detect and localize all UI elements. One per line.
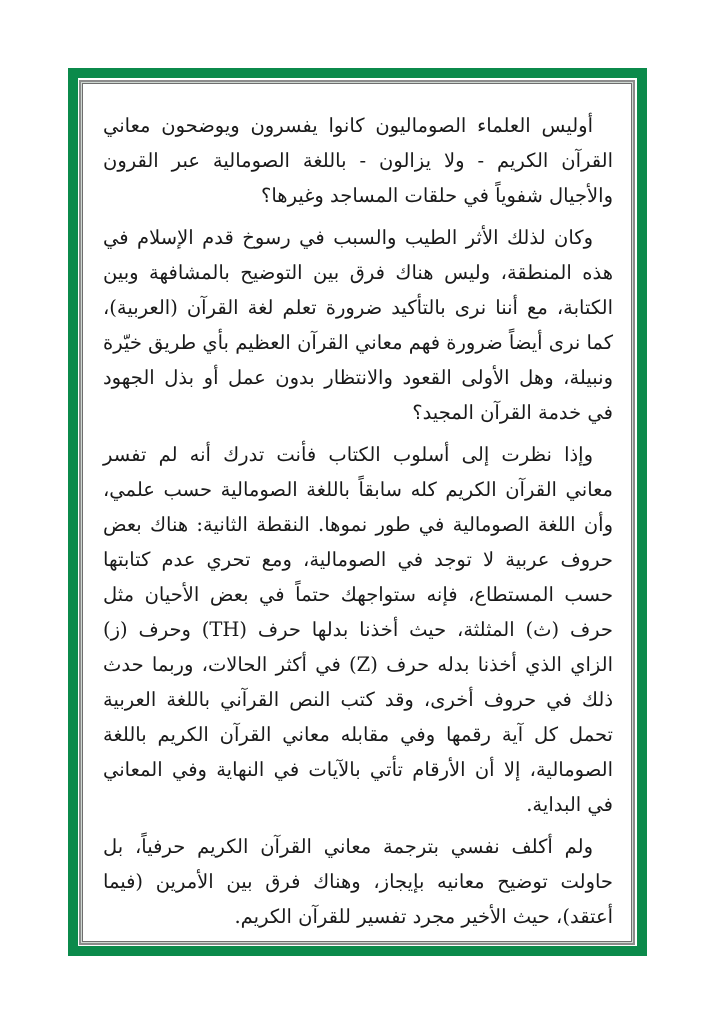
paragraph-2: وكان لذلك الأثر الطيب والسبب في رسوخ قدم الإسلام في هذه المنطقة، وليس هناك فرق بين التوضيح بالمشافهة وبين الكتابة، مع أننا نرى بالتأكيد ضرورة تعلم لغة القرآن (العربية)، كما نرى أيضاً ضرورة فهم معاني القرآن العظيم بأي طريق خيّرة ونبيلة، وهل الأولى القعود والانتظار بدون عمل أو بذل الجهود في خدمة القرآن المجيد؟ [103,226,613,424]
paragraph-1: أوليس العلماء الصوماليون كانوا يفسرون ويوضحون معاني القرآن الكريم - ولا يزالون - باللغة الصومالية عبر القرون والأجيال شفوياً في حلقات المساجد وغيرها؟ [103,114,613,207]
paragraph-4: ولم أكلف نفسي بترجمة معاني القرآن الكريم حرفياً، بل حاولت توضيح معانيه بإيجاز، وهناك فرق بين الأمرين (فيما أعتقد)، حيث الأخير مجرد تفسير للقرآن الكريم. [103,835,613,928]
body-text [103,108,613,941]
paragraph-3: وإذا نظرت إلى أسلوب الكتاب فأنت تدرك أنه لم تفسر معاني القرآن الكريم كله سابقاً باللغة الصومالية حسب علمي، وأن اللغة الصومالية في طور نموها. النقطة الثانية: هناك بعض حروف عربية لا توجد في الصومالية، ومع تحري عدم كتابتها حسب المستطاع، فإنه ستواجهك حتماً في بعض الأحيان مثل حرف (ث) المثلثة، حيث أخذنا بدلها حرف (TH) وحرف (ز) الزاي الذي أخذنا بدله حرف (Z) في أكثر الحالات، وربما حدث ذلك في حروف أخرى، وقد كتب النص القرآني باللغة العربية تحمل كل آية رقمها وفي مقابله معاني القرآن الكريم باللغة الصومالية، إلا أن الأرقام تأتي بالآيات في النهاية وفي المعاني في البداية. [103,443,613,816]
